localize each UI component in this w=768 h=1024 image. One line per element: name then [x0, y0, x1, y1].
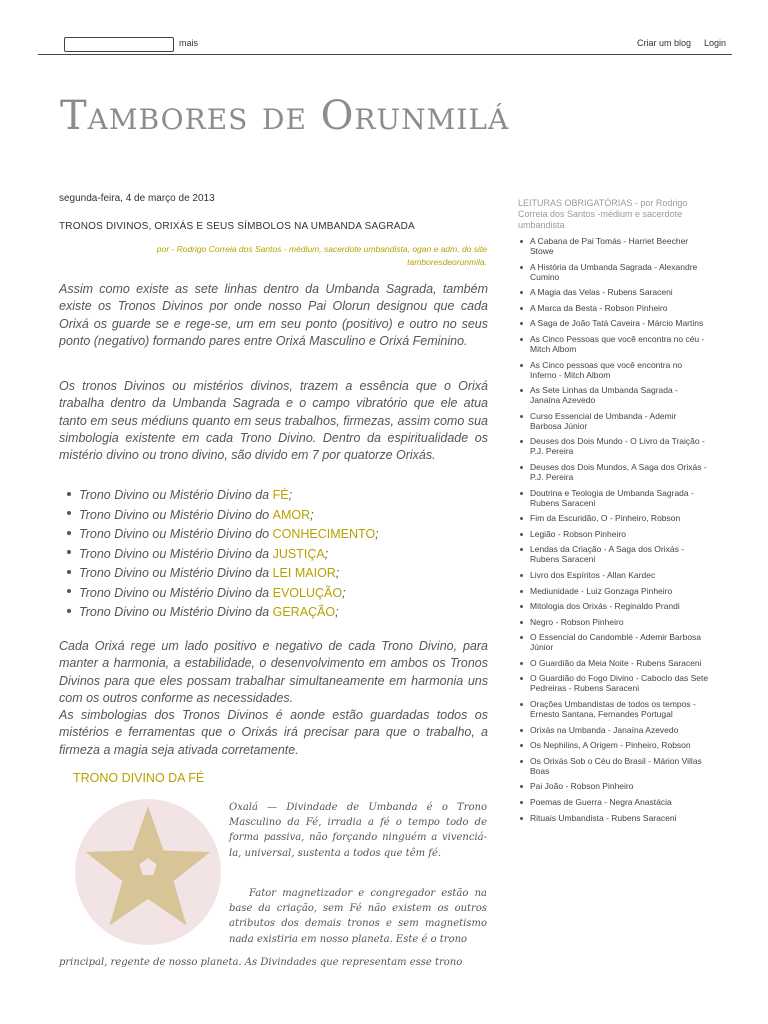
- book-link[interactable]: Deuses dos Dois Mundo - O Livro da Traição - P.J. Pereira: [530, 436, 705, 457]
- book-link[interactable]: Livro dos Espíritos - Allan Kardec: [530, 569, 656, 580]
- throne-name: GERAÇÃO: [272, 605, 336, 619]
- book-link[interactable]: O Essencial do Candomblé - Ademir Barbosa Júnior: [530, 632, 702, 653]
- reading-list-item[interactable]: [518, 617, 710, 627]
- throne-suffix: ;: [310, 507, 314, 522]
- reading-list-item[interactable]: [518, 385, 710, 405]
- bullet-icon: [67, 570, 71, 574]
- book-link[interactable]: A Magia das Velas - Rubens Saraceni: [530, 287, 673, 298]
- book-link[interactable]: Rituais Umbandista - Rubens Saraceni: [530, 812, 677, 823]
- star-of-faith-icon: [74, 798, 222, 946]
- fe-paragraph-3: principal, regente de nosso planeta. As Divindades que representam esse trono: [59, 957, 463, 968]
- throne-item-justica: [67, 545, 379, 565]
- book-link[interactable]: O Guardião da Meia Noite - Rubens Saraceni: [530, 657, 702, 668]
- bullet-icon: [520, 533, 523, 536]
- book-link[interactable]: Orações Umbandistas de todos os tempos - Ernesto Santana, Fernandes Portugal: [530, 699, 696, 720]
- throne-suffix: ;: [335, 566, 340, 580]
- reading-list-item[interactable]: [518, 303, 710, 313]
- harmony-paragraph: [59, 638, 488, 759]
- throne-suffix: ;: [324, 546, 329, 561]
- bullet-icon: [520, 605, 523, 608]
- reading-list-item[interactable]: [518, 658, 710, 668]
- symbology-text: As simbologias dos Tronos Divinos é aonde estão guardadas todos os mistérios e ferramentas que o Orixás irá precisar para que o trabalho, a firmeza a magia seja ativada corretamente.: [59, 708, 488, 757]
- thrones-list: [67, 486, 379, 623]
- search-input[interactable]: [64, 37, 174, 52]
- bullet-icon: [520, 760, 523, 763]
- throne-item-geracao: [67, 603, 379, 623]
- book-link[interactable]: A Saga de João Tatá Caveira - Márcio Martins: [530, 318, 704, 329]
- reading-list-item[interactable]: [518, 262, 710, 282]
- reading-list-item[interactable]: [518, 601, 710, 611]
- bullet-icon: [520, 548, 523, 551]
- bullet-icon: [520, 266, 523, 269]
- book-link[interactable]: Poemas de Guerra - Negra Anastácia: [530, 797, 672, 808]
- reading-list-item[interactable]: [518, 411, 710, 431]
- post-byline: [110, 243, 487, 269]
- blogger-navbar: [0, 0, 768, 56]
- login-link[interactable]: Login: [704, 38, 727, 48]
- post-date: segunda-feira, 4 de março de 2013: [59, 193, 215, 204]
- throne-item-evolucao: [67, 584, 379, 604]
- bullet-icon: [520, 729, 523, 732]
- harmony-text: Cada Orixá rege um lado positivo e negativo de cada Trono Divino, para manter a harmonia, a estabilidade, o desenvolvimento em ambos os Tronos Divinos para que eles possam trabalhar simultaneamente em harmonia uns com os outros conforme as necessidades.: [59, 639, 488, 705]
- book-link[interactable]: Os Nephilins, A Origem - Pinheiro, Robson: [530, 740, 691, 751]
- throne-prefix: Trono Divino ou Mistério Divino da: [79, 605, 273, 619]
- reading-list-item[interactable]: [518, 287, 710, 297]
- book-link[interactable]: Fim da Escuridão, O - Pinheiro, Robson: [530, 513, 681, 524]
- book-link[interactable]: Curso Essencial de Umbanda - Ademir Barbosa Júnior: [530, 410, 677, 431]
- reading-list-item[interactable]: [518, 529, 710, 539]
- intro-paragraph: Assim como existe as sete linhas dentro da Umbanda Sagrada, também existe os Tronos Divinos por onde nosso Pai Olorun designou que cada Orixá os guarde se e rege-se, um em seu ponto (positivo) e outro no seus ponto (negativo) formando pares entre Orixá Masculino e Orixá Feminino.: [59, 282, 488, 348]
- bullet-icon: [520, 621, 523, 624]
- bullet-icon: [520, 415, 523, 418]
- reading-list-item[interactable]: [518, 236, 710, 256]
- bullet-icon: [520, 590, 523, 593]
- throne-prefix: Trono Divino ou Mistério Divino do: [79, 507, 273, 522]
- throne-prefix: Trono Divino ou Mistério Divino da: [79, 546, 273, 561]
- bullet-icon: [67, 492, 71, 496]
- bullet-icon: [520, 662, 523, 665]
- reading-list-item[interactable]: [518, 632, 710, 652]
- reading-list-item[interactable]: [518, 334, 710, 354]
- book-link[interactable]: Lendas da Criação - A Saga dos Orixás - Rubens Saraceni: [530, 544, 685, 565]
- bullet-icon: [520, 240, 523, 243]
- book-link[interactable]: Mediunidade - Luiz Gonzaga Pinheiro: [530, 585, 673, 596]
- throne-name: CONHECIMENTO: [272, 527, 376, 541]
- navbar-divider: [38, 54, 732, 55]
- bullet-icon: [520, 291, 523, 294]
- reading-list-item[interactable]: [518, 781, 710, 791]
- throne-item-conhecimento: [67, 525, 379, 545]
- fe-paragraph-2: Fator magnetizador e congregador estão na base da criação, sem Fé não existem os outros atributos dos demais tronos e sem magnetismo nada existiria em nosso planeta. Este é o trono: [229, 888, 487, 945]
- bullet-icon: [520, 785, 523, 788]
- bullet-icon: [520, 574, 523, 577]
- reading-list-item[interactable]: [518, 740, 710, 750]
- reading-list-item[interactable]: [518, 436, 710, 456]
- throne-suffix: ;: [335, 605, 339, 619]
- reading-list: [518, 236, 710, 828]
- book-link[interactable]: Legião - Robson Pinheiro: [530, 528, 626, 539]
- throne-name: LEI MAIOR: [272, 566, 336, 580]
- blog-title[interactable]: Tambores de Orunmilá: [60, 93, 510, 139]
- reading-list-item[interactable]: [518, 462, 710, 482]
- throne-prefix: Trono Divino ou Mistério Divino da: [79, 488, 273, 502]
- reading-list-item[interactable]: [518, 725, 710, 735]
- throne-suffix: ;: [375, 527, 379, 541]
- book-link[interactable]: Negro - Robson Pinheiro: [530, 616, 624, 627]
- bullet-icon: [67, 609, 71, 613]
- bullet-icon: [520, 492, 523, 495]
- bullet-icon: [520, 517, 523, 520]
- reading-list-item[interactable]: [518, 318, 710, 328]
- byline-line-1: por - Rodrigo Correia dos Santos - médium, sacerdote umbandista, ogan e adm. do site: [156, 244, 487, 254]
- throne-name: FÉ: [272, 488, 289, 502]
- book-link[interactable]: Pai João - Robson Pinheiro: [530, 781, 634, 792]
- byline-line-2: tamboresdeorunmila.: [407, 257, 487, 267]
- bullet-icon: [520, 636, 523, 639]
- book-link[interactable]: As Cinco pessoas que você encontra no Inferno - Mitch Albom: [530, 359, 683, 380]
- reading-list-item[interactable]: [518, 488, 710, 508]
- bullet-icon: [67, 511, 71, 515]
- bullet-icon: [520, 466, 523, 469]
- reading-list-item[interactable]: [518, 756, 710, 776]
- throne-name: AMOR: [272, 507, 311, 522]
- fe-paragraph-1: Oxalá — Divindade de Umbanda é o Trono Masculino da Fé, irradia a fé o tempo todo de forma passiva, não forçando ninguém a vivenciá-la, universal, sustenta a todos que têm fé.: [229, 802, 487, 859]
- bullet-icon: [520, 801, 523, 804]
- post-title[interactable]: TRONOS DIVINOS, ORIXÁS E SEUS SÍMBOLOS NA UMBANDA SAGRADA: [59, 221, 415, 232]
- reading-list-item[interactable]: [518, 513, 710, 523]
- reading-list-item[interactable]: [518, 360, 710, 380]
- throne-item-amor: [67, 506, 379, 526]
- bullet-icon: [520, 322, 523, 325]
- reading-list-item[interactable]: [518, 797, 710, 807]
- bullet-icon: [520, 364, 523, 367]
- thrones-paragraph: Os tronos Divinos ou mistérios divinos, trazem a essência que o Orixá trabalha dentro da Umbanda Sagrada e o campo vibratório que ele atua tanto em seus médiuns quanto em seus trabalhos, firmezas, assim como sua simbologia existente em cada Trono Divino. Dentro da espiritualidade os mistério divino ou trono divino, são divido em 7 por quatorze Orixás.: [59, 379, 488, 463]
- bullet-icon: [520, 677, 523, 680]
- throne-item-fe: [67, 486, 379, 506]
- throne-name: JUSTIÇA: [272, 546, 325, 561]
- book-link[interactable]: Deuses dos Dois Mundos, A Saga dos Orixás - P.J. Pereira: [530, 461, 707, 482]
- bullet-icon: [67, 589, 71, 593]
- bullet-icon: [520, 338, 523, 341]
- book-link[interactable]: A Cabana de Pai Tomás - Harriet Beecher Stowe: [530, 236, 689, 256]
- throne-suffix: ;: [342, 585, 346, 600]
- bullet-icon: [67, 531, 71, 535]
- bullet-icon: [520, 744, 523, 747]
- bullet-icon: [520, 703, 523, 706]
- book-link[interactable]: O Guardião do Fogo Divino - Caboclo das Sete Pedreiras - Rubens Saraceni: [530, 673, 709, 694]
- throne-item-lei-maior: [67, 564, 379, 584]
- reading-list-item[interactable]: [518, 699, 710, 719]
- book-link[interactable]: A Marca da Besta - Robson Pinheiro: [530, 302, 668, 313]
- throne-name: EVOLUÇÃO: [272, 585, 343, 600]
- bullet-icon: [520, 307, 523, 310]
- bullet-icon: [520, 817, 523, 820]
- book-link[interactable]: Orixás na Umbanda - Janaína Azevedo: [530, 724, 679, 735]
- reading-list-item[interactable]: [518, 673, 710, 693]
- throne-prefix: Trono Divino ou Mistério Divino do: [79, 527, 273, 541]
- section-heading-fe: TRONO DIVINO DA FÉ: [73, 771, 205, 785]
- throne-prefix: Trono Divino ou Mistério Divino da: [79, 585, 273, 600]
- more-link[interactable]: mais: [179, 38, 199, 48]
- book-link[interactable]: Doutrina e Teologia de Umbanda Sagrada - Rubens Saraceni: [530, 487, 694, 508]
- reading-list-item[interactable]: [518, 586, 710, 596]
- create-blog-link[interactable]: Criar um blog: [637, 38, 692, 48]
- book-link[interactable]: Mitologia dos Orixás - Reginaldo Prandi: [530, 601, 680, 612]
- reading-list-item[interactable]: [518, 813, 710, 823]
- bullet-icon: [520, 389, 523, 392]
- sidebar-heading: LEITURAS OBRIGATÓRIAS - por Rodrigo Correia dos Santos -médium e sacerdote umbandista: [518, 198, 688, 230]
- reading-list-item[interactable]: [518, 544, 710, 564]
- book-link[interactable]: As Cinco Pessoas que você encontra no céu - Mitch Albom: [530, 333, 705, 354]
- book-link[interactable]: As Sete Linhas da Umbanda Sagrada - Janaína Azevedo: [530, 385, 678, 406]
- throne-prefix: Trono Divino ou Mistério Divino da: [79, 566, 273, 580]
- book-link[interactable]: Os Orixás Sob o Céu do Brasil - Márion Villas Boas: [530, 755, 702, 776]
- reading-list-item[interactable]: [518, 570, 710, 580]
- bullet-icon: [67, 550, 71, 554]
- book-link[interactable]: A História da Umbanda Sagrada - Alexandre Cumino: [530, 261, 698, 282]
- throne-suffix: ;: [288, 488, 293, 502]
- bullet-icon: [520, 440, 523, 443]
